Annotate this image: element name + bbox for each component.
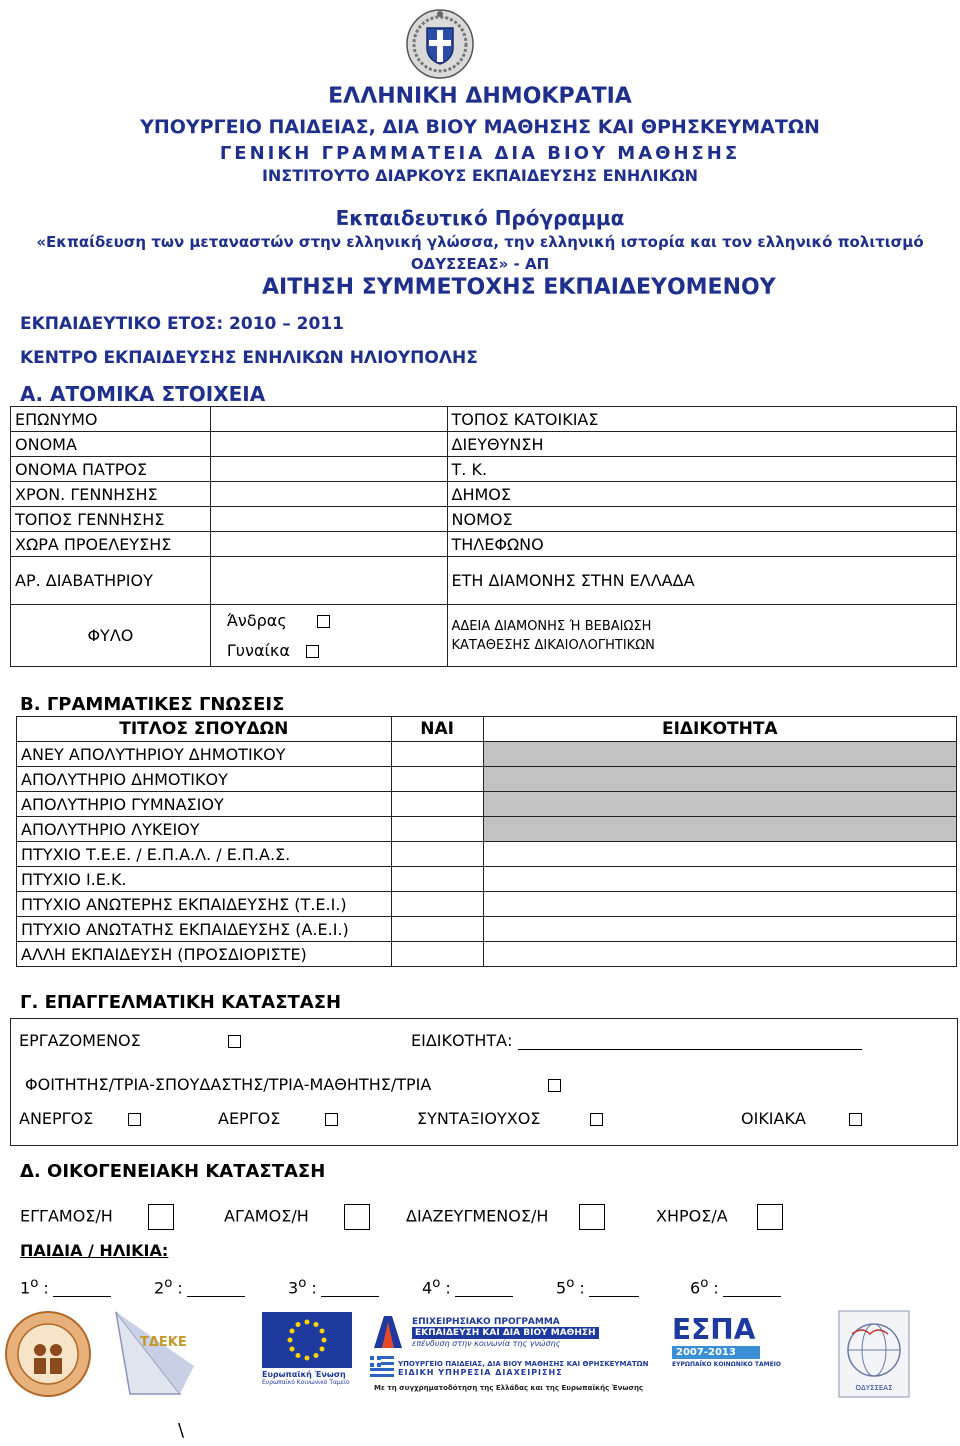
- managing-authority-label: ΕΙΔΙΚΗ ΥΠΗΡΕΣΙΑ ΔΙΑΧΕΙΡΙΣΗΣ: [398, 1367, 563, 1377]
- label-address: ΔΙΕΥΘΥΝΣΗ: [447, 432, 957, 457]
- edu-yes-cell[interactable]: [391, 817, 483, 842]
- child-1-age[interactable]: $1^o$ :: [20, 1276, 111, 1297]
- footer-mark: \: [178, 1420, 185, 1441]
- specialty-line[interactable]: [518, 1031, 862, 1050]
- label-residence: ΤΟΠΟΣ ΚΑΤΟΙΚΙΑΣ: [447, 407, 957, 432]
- divorced-checkbox[interactable]: [579, 1204, 605, 1230]
- edu-row-label: ΑΠΟΛΥΤΗΡΙΟ ΔΗΜΟΤΙΚΟΥ: [17, 767, 392, 792]
- cofund-label: Με τη συγχρηματοδότηση της Ελλάδας και της Ευρωπαϊκής Ένωσης: [374, 1384, 644, 1392]
- employment-box: [10, 1018, 958, 1146]
- label-years-in-greece: ΕΤΗ ΔΙΑΜΟΝΗΣ ΣΤΗΝ ΕΛΛΑΔΑ: [447, 557, 957, 605]
- retired-option[interactable]: ΣΥΝΤΑΞΙΟΥΧΟΣ: [417, 1109, 603, 1128]
- idae-logo: [4, 1310, 92, 1398]
- label-passport: ΑΡ. ΔΙΑΒΑΤΗΡΙΟΥ: [11, 557, 211, 605]
- edu-yes-cell[interactable]: [391, 942, 483, 967]
- tdeke-logo: [110, 1306, 200, 1400]
- label-phone: ΤΗΛΕΦΩΝΟ: [447, 532, 957, 557]
- edu-specialty-cell[interactable]: [483, 942, 956, 967]
- retired-checkbox[interactable]: [590, 1113, 603, 1126]
- children-label: ΠΑΙΔΙΑ / ΗΛΙΚΙΑ:: [20, 1241, 169, 1260]
- espa-fund-label: ΕΥΡΩΠΑΪΚΟ ΚΟΙΝΩΝΙΚΟ ΤΑΜΕΙΟ: [672, 1361, 782, 1368]
- edu-specialty-cell[interactable]: [483, 867, 956, 892]
- employed-checkbox[interactable]: [228, 1035, 241, 1048]
- field-passport[interactable]: [210, 557, 447, 605]
- edu-yes-cell[interactable]: [391, 842, 483, 867]
- program-subtitle-2: ΟΔΥΣΣΕΑΣ» - ΑΠ: [410, 255, 550, 273]
- application-title: ΑΙΤΗΣΗ ΣΥΜΜΕΤΟΧΗΣ ΕΚΠΑΙΔΕΥΟΜΕΝΟΥ: [262, 275, 776, 300]
- widowed-option[interactable]: ΧΗΡΟΣ/Α: [656, 1204, 783, 1230]
- idle-option[interactable]: ΑΕΡΓΟΣ: [218, 1109, 338, 1128]
- specialty-field[interactable]: ΕΙΔΙΚΟΤΗΤΑ:: [411, 1031, 862, 1050]
- label-postal-code: Τ. Κ.: [447, 457, 957, 482]
- edu-yes-cell[interactable]: [391, 792, 483, 817]
- edu-yes-cell[interactable]: [391, 767, 483, 792]
- section-c-title: Γ. ΕΠΑΓΓΕΛΜΑΤΙΚΗ ΚΑΤΑΣΤΑΣΗ: [20, 992, 342, 1013]
- label-origin-country: ΧΩΡΑ ΠΡΟΕΛΕΥΣΗΣ: [11, 532, 211, 557]
- education-table: [16, 716, 957, 967]
- child-3-age[interactable]: $3^o$ :: [288, 1276, 379, 1297]
- unemployed-option[interactable]: ΑΝΕΡΓΟΣ: [19, 1109, 141, 1128]
- espa-years: 2007-2013: [672, 1346, 760, 1359]
- gender-male-option[interactable]: Άνδρας: [227, 606, 443, 636]
- eu-label: Ευρωπαϊκή Ένωση: [262, 1370, 346, 1379]
- edu-row-label: ΠΤΥΧΙΟ ΑΝΩΤΑΤΗΣ ΕΚΠΑΙΔΕΥΣΗΣ (Α.Ε.Ι.): [17, 917, 392, 942]
- widowed-checkbox[interactable]: [757, 1204, 783, 1230]
- col-specialty-header: ΕΙΔΙΚΟΤΗΤΑ: [483, 717, 956, 742]
- edu-yes-cell[interactable]: [391, 867, 483, 892]
- child-5-age[interactable]: $5^o$ :: [556, 1276, 639, 1297]
- personal-details-table: [10, 406, 957, 667]
- child-6-age[interactable]: $6^o$ :: [690, 1276, 781, 1297]
- female-checkbox[interactable]: [306, 645, 319, 658]
- header-line3: ΓΕΝΙΚΗ ΓΡΑΜΜΑΤΕΙΑ ΔΙΑ ΒΙΟΥ ΜΑΘΗΣΗΣ: [219, 143, 741, 164]
- field-surname[interactable]: [210, 407, 447, 432]
- male-checkbox[interactable]: [317, 615, 330, 628]
- child-4-age[interactable]: $4^o$ :: [422, 1276, 513, 1297]
- header-line2: ΥΠΟΥΡΓΕΙΟ ΠΑΙΔΕΙΑΣ, ΔΙΑ ΒΙΟΥ ΜΑΘΗΣΗΣ ΚΑΙ ΘΡΗΣΚΕΥΜΑΤΩΝ: [140, 116, 820, 138]
- center-name: ΚΕΝΤΡΟ ΕΚΠΑΙΔΕΥΣΗΣ ΕΝΗΛΙΚΩΝ ΗΛΙΟΥΠΟΛΗΣ: [20, 348, 478, 368]
- section-b-title: Β. ΓΡΑΜΜΑΤΙΚΕΣ ΓΝΩΣΕΙΣ: [20, 694, 285, 715]
- field-birth-place[interactable]: [210, 507, 447, 532]
- edu-specialty-cell[interactable]: [483, 842, 956, 867]
- divorced-option[interactable]: ΔΙΑΖΕΥΓΜΕΝΟΣ/Η: [406, 1204, 605, 1230]
- edu-row-label: ΑΝΕΥ ΑΠΟΛΥΤΗΡΙΟΥ ΔΗΜΟΤΙΚΟΥ: [17, 742, 392, 767]
- married-checkbox[interactable]: [148, 1204, 174, 1230]
- edu-specialty-cell: [483, 742, 956, 767]
- edu-specialty-cell: [483, 767, 956, 792]
- svg-text:ΤΔΕΚΕ: ΤΔΕΚΕ: [140, 1335, 187, 1350]
- single-option[interactable]: ΑΓΑΜΟΣ/Η: [224, 1204, 370, 1230]
- edu-specialty-cell[interactable]: [483, 892, 956, 917]
- field-birth-year[interactable]: [210, 482, 447, 507]
- espa-text: ΕΣΠΑ: [672, 1313, 756, 1346]
- child-2-age[interactable]: $2^o$ :: [154, 1276, 245, 1297]
- header-line4: ΙΝΣΤΙΤΟΥΤΟ ΔΙΑΡΚΟΥΣ ΕΚΠΑΙΔΕΥΣΗΣ ΕΝΗΛΙΚΩΝ: [261, 166, 699, 185]
- operational-program-logo: [370, 1312, 650, 1398]
- op-title: ΕΠΙΧΕΙΡΗΣΙΑΚΟ ΠΡΟΓΡΑΜΜΑ: [412, 1316, 560, 1327]
- label-surname: ΕΠΩΝΥΜΟ: [11, 407, 211, 432]
- edu-specialty-cell[interactable]: [483, 917, 956, 942]
- svg-text:ΟΔΥΣΣΕΑΣ: ΟΔΥΣΣΕΑΣ: [855, 1384, 893, 1392]
- label-father-name: ΟΝΟΜΑ ΠΑΤΡΟΣ: [11, 457, 211, 482]
- edu-row-label: ΑΠΟΛΥΤΗΡΙΟ ΛΥΚΕΙΟΥ: [17, 817, 392, 842]
- employed-option[interactable]: ΕΡΓΑΖΟΜΕΝΟΣ: [19, 1031, 241, 1050]
- header-line1: ΕΛΛΗΝΙΚΗ ΔΗΜΟΚΡΑΤΙΑ: [328, 84, 632, 109]
- section-d-title: Δ. ΟΙΚΟΓΕΝΕΙΑΚΗ ΚΑΤΑΣΤΑΣΗ: [20, 1161, 326, 1182]
- unemployed-checkbox[interactable]: [128, 1113, 141, 1126]
- field-name[interactable]: [210, 432, 447, 457]
- edu-row-label: ΑΠΟΛΥΤΗΡΙΟ ΓΥΜΝΑΣΙΟΥ: [17, 792, 392, 817]
- espa-logo: [672, 1313, 784, 1380]
- school-year: ΕΚΠΑΙΔΕΥΤΙΚΟ ΕΤΟΣ: 2010 – 2011: [20, 314, 344, 334]
- idle-checkbox[interactable]: [325, 1113, 338, 1126]
- greek-flag-icon: [370, 1356, 394, 1380]
- greek-emblem: [405, 6, 475, 80]
- edu-yes-cell[interactable]: [391, 917, 483, 942]
- field-origin-country[interactable]: [210, 532, 447, 557]
- label-municipality: ΔΗΜΟΣ: [447, 482, 957, 507]
- household-option[interactable]: ΟΙΚΙΑΚΑ: [741, 1109, 862, 1128]
- edu-specialty-cell: [483, 817, 956, 842]
- household-checkbox[interactable]: [849, 1113, 862, 1126]
- label-prefecture: ΝΟΜΟΣ: [447, 507, 957, 532]
- ministry-label: ΥΠΟΥΡΓΕΙΟ ΠΑΙΔΕΙΑΣ, ΔΙΑ ΒΙΟΥ ΜΑΘΗΣΗΣ ΚΑΙ ΘΡΗΣΚΕΥΜΑΤΩΝ: [398, 1359, 649, 1368]
- label-birth-year: ΧΡΟΝ. ΓΕΝΝΗΣΗΣ: [11, 482, 211, 507]
- section-a-title: Α. ΑΤΟΜΙΚΑ ΣΤΟΙΧΕΙΑ: [20, 382, 266, 406]
- edu-yes-cell[interactable]: [391, 892, 483, 917]
- student-option[interactable]: ΦΟΙΤΗΤΗΣ/ΤΡΙΑ-ΣΠΟΥΔΑΣΤΗΣ/ΤΡΙΑ-ΜΑΘΗΤΗΣ/ΤΡΙΑ: [25, 1075, 561, 1094]
- col-yes-header: ΝΑΙ: [391, 717, 483, 742]
- op-name: ΕΚΠΑΙΔΕΥΣΗ ΚΑΙ ΔΙΑ ΒΙΟΥ ΜΑΘΗΣΗ: [412, 1327, 599, 1339]
- label-birth-place: ΤΟΠΟΣ ΓΕΝΝΗΣΗΣ: [11, 507, 211, 532]
- odysseas-logo: [838, 1310, 910, 1398]
- eu-fund-label: Ευρωπαϊκό Κοινωνικό Ταμείο: [262, 1379, 350, 1386]
- edu-specialty-cell: [483, 792, 956, 817]
- eu-flag-logo: [262, 1312, 358, 1386]
- label-gender: ΦΥΛΟ: [11, 605, 211, 667]
- edu-yes-cell[interactable]: [391, 742, 483, 767]
- program-subtitle-1: «Εκπαίδευση των μεταναστών στην ελληνική γλώσσα, την ελληνική ιστορία και τον ελληνικό πολιτισμό: [36, 233, 924, 251]
- col-title-header: ΤΙΤΛΟΣ ΣΠΟΥΔΩΝ: [17, 717, 392, 742]
- label-residence-permit: ΑΔΕΙΑ ΔΙΑΜΟΝΗΣ Ή ΒΕΒΑΙΩΣΗ ΚΑΤΑΘΕΣΗΣ ΔΙΚΑΙΟΛΟΓΗΤΙΚΩΝ: [447, 605, 957, 667]
- gender-female-option[interactable]: Γυναίκα: [227, 636, 443, 666]
- single-checkbox[interactable]: [344, 1204, 370, 1230]
- field-father-name[interactable]: [210, 457, 447, 482]
- married-option[interactable]: ΕΓΓΑΜΟΣ/Η: [20, 1204, 174, 1230]
- op-pencil-icon: [370, 1312, 406, 1352]
- op-slogan: επένδυση στην κοινωνία της γνώσης: [412, 1338, 561, 1348]
- edu-row-label: ΑΛΛΗ ΕΚΠΑΙΔΕΥΣΗ (ΠΡΟΣΔΙΟΡΙΣΤΕ): [17, 942, 392, 967]
- edu-row-label: ΠΤΥΧΙΟ Ι.Ε.Κ.: [17, 867, 392, 892]
- edu-row-label: ΠΤΥΧΙΟ Τ.Ε.Ε. / Ε.Π.Α.Λ. / Ε.Π.Α.Σ.: [17, 842, 392, 867]
- student-checkbox[interactable]: [548, 1079, 561, 1092]
- label-name: ΟΝΟΜΑ: [11, 432, 211, 457]
- edu-row-label: ΠΤΥΧΙΟ ΑΝΩΤΕΡΗΣ ΕΚΠΑΙΔΕΥΣΗΣ (Τ.Ε.Ι.): [17, 892, 392, 917]
- program-title: Εκπαιδευτικό Πρόγραμμα: [335, 206, 625, 230]
